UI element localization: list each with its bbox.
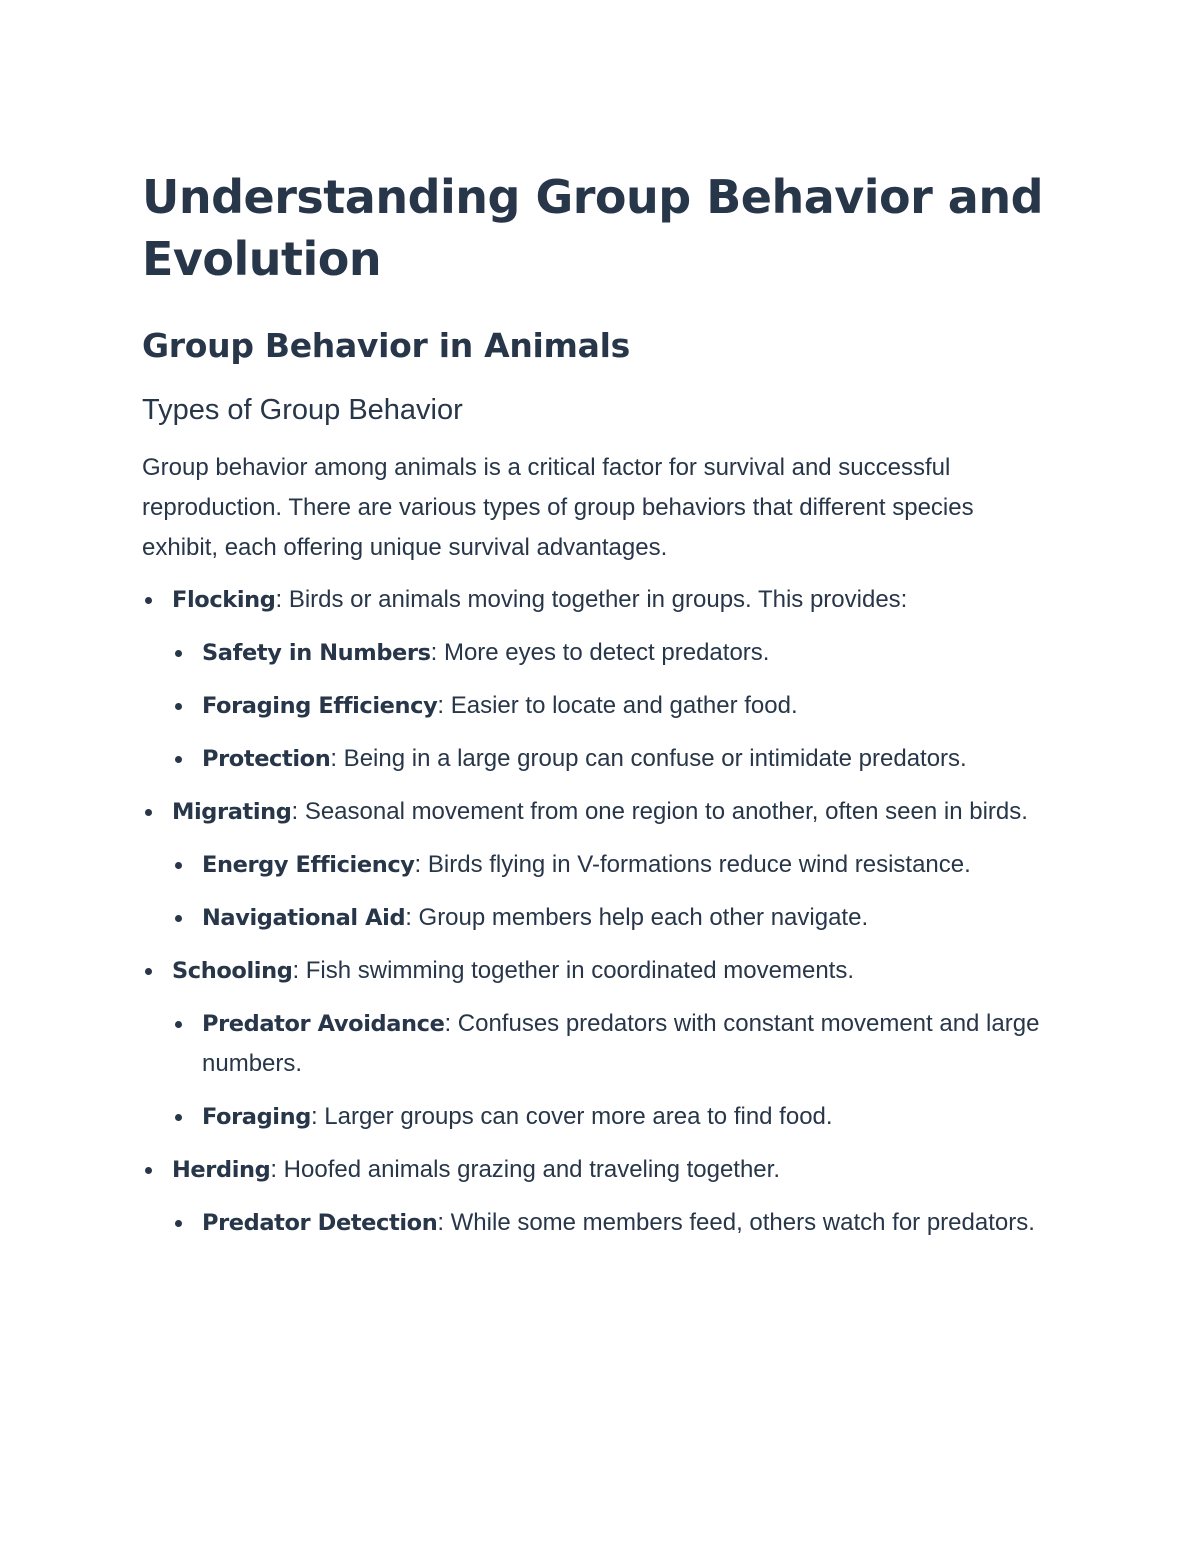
sub-item-term: Safety in Numbers — [202, 640, 431, 666]
sub-item-term: Energy Efficiency — [202, 852, 415, 878]
bullet-icon — [145, 1167, 152, 1174]
sub-list-item — [172, 739, 1052, 779]
section-heading: Group Behavior in Animals — [142, 326, 630, 365]
bullet-icon — [175, 1021, 182, 1028]
sub-item-text: : Confuses predators with constant movement and large numbers. — [202, 1010, 1040, 1077]
sub-list-item — [172, 1203, 1052, 1243]
sub-item-text: : Birds flying in V-formations reduce wind resistance. — [414, 851, 971, 878]
item-term: Herding — [172, 1157, 271, 1183]
bullet-icon — [145, 597, 152, 604]
sub-item-term: Protection — [202, 746, 331, 772]
sub-item-term: Predator Avoidance — [202, 1011, 445, 1037]
sub-item-text: : Group members help each other navigate. — [405, 904, 869, 931]
sub-item-term: Navigational Aid — [202, 905, 406, 931]
document-page — [142, 166, 1052, 1256]
bullet-icon — [175, 915, 182, 922]
item-term: Migrating — [172, 799, 292, 825]
sub-list — [172, 633, 1052, 779]
item-text: : Hoofed animals grazing and traveling together. — [270, 1156, 780, 1183]
sub-item-term: Predator Detection — [202, 1210, 438, 1236]
item-text: : Birds or animals moving together in groups. This provides: — [275, 586, 908, 613]
sub-list-item — [172, 686, 1052, 726]
list-item — [142, 580, 1052, 779]
item-text: : Fish swimming together in coordinated movements. — [292, 957, 855, 984]
item-term: Flocking — [172, 587, 276, 613]
bullet-icon — [175, 703, 182, 710]
sub-item-text: : Larger groups can cover more area to find food. — [310, 1103, 833, 1130]
sub-list-item — [172, 1097, 1052, 1137]
bullet-icon — [145, 968, 152, 975]
sub-list — [172, 1203, 1052, 1243]
list-item — [142, 1150, 1052, 1243]
bullet-icon — [175, 650, 182, 657]
bullet-icon — [175, 1220, 182, 1227]
sub-list-item — [172, 845, 1052, 885]
intro-paragraph: Group behavior among animals is a critical factor for survival and successful reproduction. There are various types of group behaviors that different species exhibit, each offering unique survival advantages. — [142, 454, 974, 561]
item-term: Schooling — [172, 958, 293, 984]
sub-item-text: : More eyes to detect predators. — [430, 639, 770, 666]
behavior-list — [142, 580, 1052, 1243]
bullet-icon — [175, 1114, 182, 1121]
list-item — [142, 951, 1052, 1137]
sub-list — [172, 845, 1052, 938]
sub-list-item — [172, 898, 1052, 938]
bullet-icon — [175, 756, 182, 763]
section-subheading: Types of Group Behavior — [142, 394, 463, 426]
item-text: : Seasonal movement from one region to another, often seen in birds. — [291, 798, 1028, 825]
sub-list-item — [172, 633, 1052, 673]
document-title: Understanding Group Behavior and Evolution — [142, 170, 1044, 286]
bullet-icon — [145, 809, 152, 816]
sub-item-term: Foraging — [202, 1104, 311, 1130]
sub-list-item — [172, 1004, 1052, 1084]
sub-list — [172, 1004, 1052, 1137]
sub-item-term: Foraging Efficiency — [202, 693, 438, 719]
sub-item-text: : Easier to locate and gather food. — [437, 692, 798, 719]
sub-item-text: : While some members feed, others watch for predators. — [437, 1209, 1035, 1236]
sub-item-text: : Being in a large group can confuse or intimidate predators. — [330, 745, 967, 772]
bullet-icon — [175, 862, 182, 869]
list-item — [142, 792, 1052, 938]
